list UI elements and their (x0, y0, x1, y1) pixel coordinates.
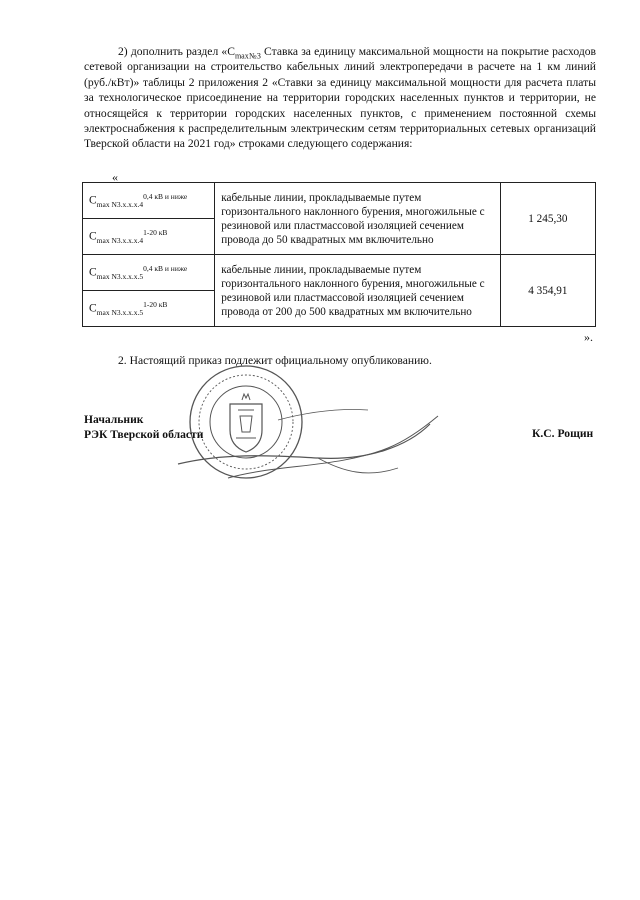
rates-table (82, 182, 596, 327)
code-superscript: 1-20 кВ (143, 299, 168, 309)
value-cell: 4 354,91 (500, 255, 595, 327)
open-quote: « (112, 170, 118, 184)
code-subscript: max N3.x.x.x.5 (96, 307, 144, 317)
code-superscript: 1-20 кВ (143, 227, 168, 237)
code-cell (83, 219, 215, 255)
code-letter: C (89, 194, 97, 207)
intro-paragraph (84, 44, 596, 152)
code-superscript: 0,4 кВ и ниже (143, 191, 188, 201)
table-row (83, 183, 596, 219)
code-letter: C (89, 266, 97, 279)
close-quote: ». (584, 330, 593, 344)
signatory-name: К.С. Рощин (532, 427, 594, 440)
signature-stroke (178, 424, 430, 464)
code-subscript: max N3.x.x.x.5 (96, 271, 144, 281)
signature-stroke (278, 409, 368, 420)
stamp-center-ring (210, 386, 282, 458)
description-cell: кабельные линии, прокладываемые путем горизонтального наклонного бурения, многожильные с резиновой или пластмассовой изоляцией сечением провода до 50 квадратных мм включительно (215, 183, 501, 255)
code-subscript: max N3.x.x.x.4 (96, 199, 144, 209)
intro-text-1: дополнить раздел «С (130, 45, 235, 58)
stamp-outer-ring (190, 366, 302, 478)
code-cell (83, 291, 215, 327)
signatory-title-line: РЭК Тверской области (84, 428, 204, 441)
code-subscript: max N3.x.x.x.4 (96, 235, 144, 245)
official-stamp-and-signature (168, 360, 458, 500)
coat-of-arms-icon (230, 394, 262, 452)
code-cell (83, 183, 215, 219)
code-superscript: 0,4 кВ и ниже (143, 263, 188, 273)
point-2-text: 2. Настоящий приказ подлежит официальному опубликованию. (118, 354, 432, 367)
signature-stroke (318, 458, 398, 473)
description-cell: кабельные линии, прокладываемые путем горизонтального наклонного бурения, многожильные с резиновой или пластмассовой изоляцией сечением провода от 200 до 500 квадратных мм включительно (215, 255, 501, 327)
stamp-inner-ring (199, 375, 293, 469)
code-cell (83, 255, 215, 291)
intro-number: 2) (118, 45, 128, 58)
signature-stroke (228, 416, 438, 478)
signatory-title (84, 412, 203, 442)
signatory-title-line: Начальник (84, 413, 144, 426)
value-cell: 1 245,30 (500, 183, 595, 255)
code-letter: C (89, 302, 97, 315)
intro-subscript: max№3 (234, 51, 261, 61)
intro-text-2: Ставка за единицу максимальной мощности на покрытие расходов сетевой организации на строительство кабельных линий электропередачи в расчете на 1 км линий (руб./кВт)» таблицы 2 приложения 2 «Ставки за единицу максимальной мощности для расчета платы за технологическое присоединение на территории городских населенных пунктов и территории, не относящейся к территории городских населенных пунктов, с применением постоянной схемы электроснабжения к распределительным электрическим сетям территориальных сетевых организаций Тверской области на 2021 год» строками следующего содержания: (84, 45, 596, 151)
code-letter: C (89, 230, 97, 243)
table-row (83, 255, 596, 291)
